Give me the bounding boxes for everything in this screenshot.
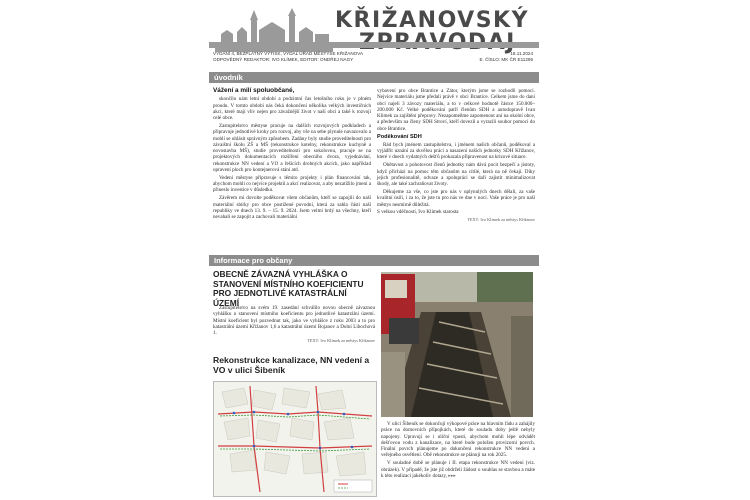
editorial-paragraph: Zastupitelstvo městyse pracuje na dalších rozvojových podkladech a připravuje jednotlivé kroky pro rozvoj, aby vše na sebe plynule navazovalo a mohlí se uhlásit správným způsobem. Zadány byly studie proveditelnosti pro závaištní školu ZŠ a MŠ (rekonstrukce kotelny, rekonstrukce kuchyně a novostavba MŠ), studie proveditelnosti pro sokolovnu, pracuje se na projektových dokumentacích rozšíření obecního dvora, vyjednávání, rekonstrukce NN vedení a VO a řešících drobných akcích, jako například opravení ploch pro kontejnerová stání atd. bbox=[213, 122, 371, 174]
reconstruction-title: Rekonstrukce kanalizace, NN vedení a VO v ulici Šibeník bbox=[213, 355, 370, 375]
reconstruction-paragraph: V ulici Šibeník se dokončují výkopové práce na hlavním řádu a zahájily práce na domovních přípojkách, které do souladu doby ještě nebyly napojeny. Upravují se i uliční vpusti, abychom mohli lépe odvádět dešťovou vodu z kanalizace, na které bude položen provizorní povrch. Finální povrch plánujeme po dokončení rekonstrukce NN vedení a veřejného osvětlení. Obě rekonstrukce se plánují na rok 2025. bbox=[381, 421, 535, 459]
issue-date: 18.11.2024 bbox=[510, 51, 533, 56]
masthead-band bbox=[209, 42, 539, 48]
editorial-credit: TEXT: Ivo Klímek za městys Křižanov bbox=[467, 217, 535, 223]
issue-info: VYDÁNÍ 4, BEZPLATNÝ VÝTISK, VYDAL ÚŘAD MĚSTYSE KŘIŽANOVA bbox=[213, 51, 364, 56]
reconstruction-paragraph bbox=[381, 460, 535, 479]
excavation-photo bbox=[381, 272, 533, 417]
editorial-paragraph: skončilo nám letní období a podzimní čas letošního roku je v plném proudu. V tomto období nás čeká dokončení několika velkých investičních akcí, které mají vliv nejen pro závažnější život v naší obci a také k rozvoji celé obce. bbox=[213, 96, 371, 122]
reconstruction-body bbox=[381, 421, 535, 481]
notice-body bbox=[213, 305, 375, 344]
notice-title: OBECNĚ ZÁVAZNÁ VYHLÁŠKA O STANOVENÍ MÍSTNÍHO KOEFICIENTU PRO JEDNOTLIVÉ KATASTRÁLNÍ ÚZEMÍ bbox=[213, 269, 364, 308]
editorial-paragraph: Obětavost a pohotovost členů jednotky nám dává pocit bezpečí a jistoty, když přichází na pomoc těm občanům na cítilé, která na ně čekají. Díky jejich profesionalitě, odvaze a spolupráci se daří zajistit minimalizovat škody, ale také zachraňovat životy. bbox=[377, 162, 535, 188]
section-label-editorial: úvodník bbox=[214, 73, 243, 82]
editorial-paragraph: Děkujeme za vše, co jste pro nás v uplynulých dnech dělali, za vaše kvalitní úsilí, i za to, že jste tu pro nás ve dne v noci. Vaše práce je pro naši městys nesmírně důležitá. bbox=[377, 188, 535, 208]
map-drawing bbox=[214, 382, 376, 496]
registration-number: E. ČÍSLO: MK ČR E11295 bbox=[479, 57, 533, 62]
masthead-title-line1: KŘIŽANOVSKÝ bbox=[335, 8, 530, 33]
editorial-signature: S velkou vděčností, Ivo Klímek starosta bbox=[377, 209, 459, 216]
editorial-paragraph: Závěrem mi dovolte poděkovat všem občanům, kteří se zapojili do naší materiální sbírky pro obce postižené povodní, která za sahla části naší republiky ve dnech 13. 9. – 15. 9. 2024. Jsem velmi hrdý na všechny, kteří nevahali se zapojit a zachovali materiální bbox=[213, 195, 371, 221]
editorial-paragraph: Rád bych jménem zastupitelstva, i jménem naších občanů, poděkoval a vyjádřit uznání za skvělou práci a nasazení našich jednotky SDH Křižanov, které v dnech vydatných dešťů prokazala připravenost na krizové situace. bbox=[377, 141, 535, 161]
network-plan-map bbox=[213, 381, 377, 497]
editorial-column-left bbox=[213, 88, 371, 222]
editorial-paragraph: Vedení městyse připravuje s těmito projekty i plán financování tak, abychom mohli co nejvíce projektů a akcí realizovat, a aby nezatížilo jmení a přineslo investice v důsledku. bbox=[213, 174, 371, 194]
masthead bbox=[209, 0, 539, 70]
editorial-greeting: Vážení a milí spoluobčané, bbox=[213, 87, 295, 94]
continued-arrows: ▸▸▸ bbox=[448, 472, 456, 479]
newsletter-page bbox=[209, 0, 539, 500]
notice-paragraph: Zastupitelstvo na svém 19. zasedání schválilo novou obecně závaznou vyhlášku o stanovení místního koeficientu pro jednotlivé katastrální území. Místní koeficient byl pozvednut tak, jako ve vyhlášce z roku 2003 a to pro katastrální území Křižanov 1,6 a katastrální území Bojanov a Dolní Libochová 1. bbox=[213, 305, 375, 337]
photo-drawing bbox=[381, 272, 533, 417]
reconstruction-paragraph-text: V souladné době se plánuje i II. etapa rekonstrukce NN vedení (viz. obrázek). V případě, že jste již obdrželi žádost o souhlas se stavbou a máte k této realizaci jakékoliv dotazy, bbox=[381, 460, 535, 479]
editor-info: ODPOVĚDNÝ REDAKTOR: IVO KLÍMEK, EDITOR: ONDŘEJ NAGY bbox=[213, 57, 354, 62]
sdh-thanks-heading: Poděkování SDH bbox=[377, 134, 422, 141]
editorial-column-right bbox=[377, 88, 535, 223]
editorial-paragraph: vybavení pro obce Brantice a Zátor, kterým jsme se rozhodli pomoci. Nejvíce materiálu jsme předali právě v obci Brantice. Celkem jsme do daní obcí najeli 3 závozy materiálu, a to v celkové hodnotě částce 150.000–200.000 Kč. Velké poděkování patří členům SDH a autodopravě Ivan Klimek za zajištění přepravy. Nezapomeňme zapomenout ani na okolní obce, a především na členy SDH Stroví, kteří dovezli a vyrazili soubor pomoci do obce Brantice. bbox=[377, 88, 535, 132]
notice-credit: TEXT: Ivo Klímek za městys Křižanov bbox=[307, 337, 375, 343]
section-label-citizens: Informace pro občany bbox=[214, 256, 293, 265]
section-bar-editorial bbox=[209, 72, 539, 83]
section-bar-citizens bbox=[209, 255, 539, 266]
